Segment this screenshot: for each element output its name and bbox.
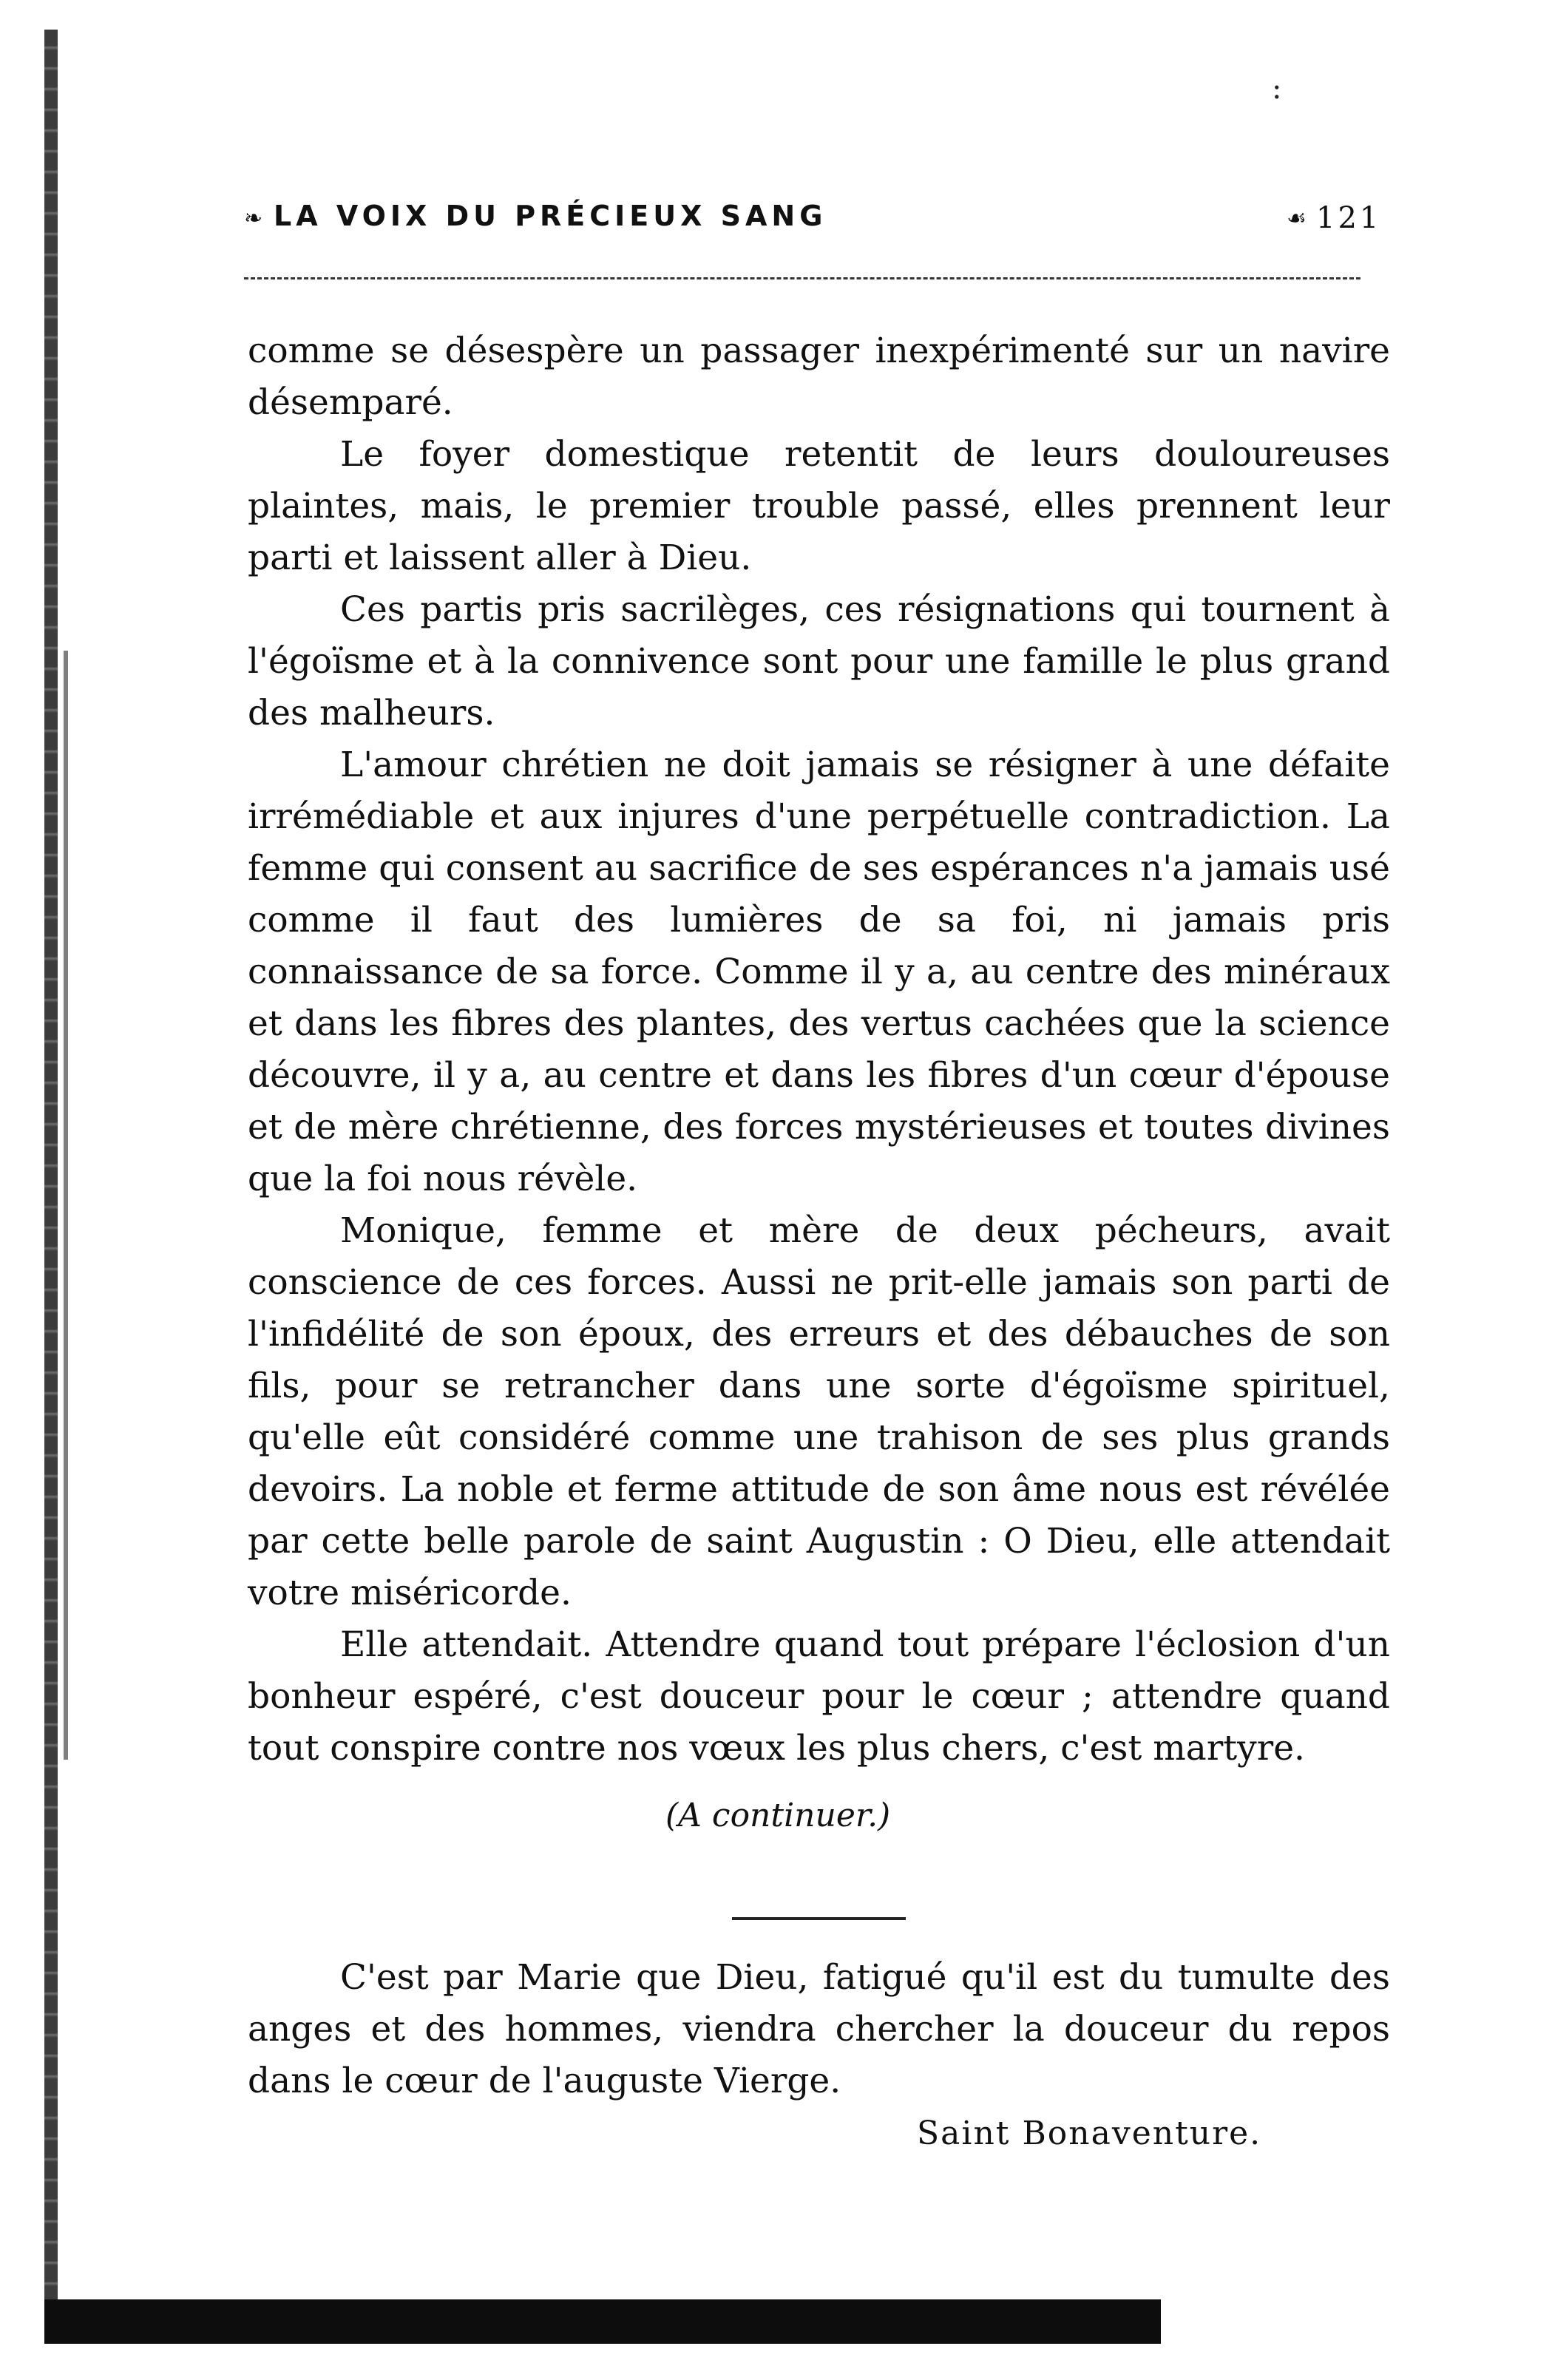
running-title: LA VOIX DU PRÉCIEUX SANG xyxy=(274,200,827,232)
ornament-icon: ☙ xyxy=(1287,206,1307,231)
paragraph: Le foyer domestique retentit de leurs douloureuses plaintes, mais, le premier trouble passé, elles prennent leur parti et laissent aller à Dieu. xyxy=(248,434,1390,578)
closing-quote xyxy=(248,1952,1390,2107)
paragraph: comme se désespère un passager inexpérimenté sur un navire désemparé. xyxy=(248,330,1390,423)
paragraph: L'amour chrétien ne doit jamais se résigner à une défaite irrémédiable et aux injures d'une perpétuelle contradiction. La femme qui consent au sacrifice de ses espérances n'a jamais usé comme il faut des lumières de sa foi, ni jamais pris connaissance de sa force. Comme il y a, au centre des minéraux et dans les fibres des plantes, des vertus cachées que la science découvre, il y a, au centre et dans les fibres d'un cœur d'épouse et de mère chrétienne, des forces mystérieuses et toutes divines que la foi nous révèle. xyxy=(248,745,1390,1199)
page-bottom-edge xyxy=(44,2299,1161,2344)
paragraph: Elle attendait. Attendre quand tout prépare l'éclosion d'un bonheur espéré, c'est douceur pour le cœur ; attendre quand tout conspire contre nos vœux les plus chers, c'est martyre. xyxy=(248,1624,1390,1769)
quote-signature: Saint Bonaventure. xyxy=(917,2115,1262,2152)
section-separator xyxy=(732,1917,906,1920)
article-body xyxy=(248,325,1390,1774)
running-header xyxy=(244,200,1382,244)
quote-text: C'est par Marie que Dieu, fatigué qu'il est du tumulte des anges et des hommes, viendra chercher la douceur du repos dans le cœur de l'auguste Vierge. xyxy=(248,1957,1390,2101)
header-rule xyxy=(244,277,1360,279)
ornament-icon: ❧ xyxy=(244,206,263,231)
paragraph: Ces partis pris sacrilèges, ces résignations qui tournent à l'égoïsme et à la connivence sont pour une famille le plus grand des malheurs. xyxy=(248,589,1390,733)
page-number: 121 xyxy=(1316,201,1382,235)
corner-mark: : xyxy=(1272,72,1282,106)
to-be-continued: (A continuer.) xyxy=(665,1797,891,1834)
binding-edge-shadow xyxy=(64,651,68,1760)
binding-edge xyxy=(44,30,58,2344)
paragraph: Monique, femme et mère de deux pécheurs, avait conscience de ces forces. Aussi ne prit-elle jamais son parti de l'infidélité de son époux, des erreurs et des débauches de son fils, pour se retrancher dans une sorte d'égoïsme spirituel, qu'elle eût considéré comme une trahison de ses plus grands devoirs. La noble et ferme attitude de son âme nous est révélée par cette belle parole de saint Augustin : O Dieu, elle attendait votre miséricorde. xyxy=(248,1210,1390,1613)
